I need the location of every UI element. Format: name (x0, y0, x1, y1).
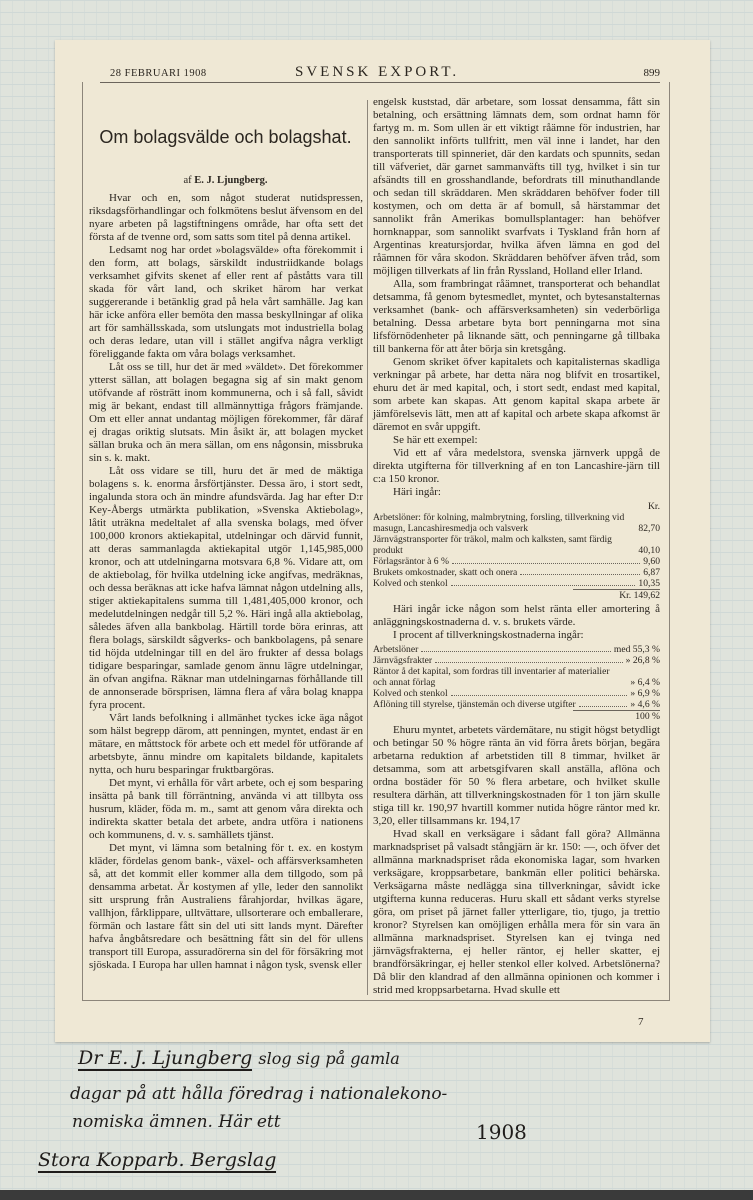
currency-label: Kr. (648, 501, 660, 512)
row-label: Brukets omkostnader, skatt och onera (373, 567, 518, 578)
paragraph: Häri ingår: (393, 486, 441, 498)
paragraph: Hvad skall en verksägare i sådant fall göra? Allmänna marknadspriset på valsadt stångjärn är kr. 150: —, och öfver det allmänna marknadspriset råda ekonomiska lagar, som hvarken verksägare, kroppsarbetare, bankmän eller politici behärska. Verksägarna måste nedlägga sina tillverkningar, såvidt icke utgifterna kunna reduceras. Huru skall ett sådant verks styrelse göra, om priset på järnet faller ytterligare, tio, tjugo, ja trettio kronor? Styrelsen kan omöjligen erhålla mera för sin vara än allmänna marknadspriset. Styrelsen kan ej tvinga ned järnvägsfrakterna, ej heller räntor, ej heller skatter, ej brandförsäkringar, ej heller stenkol eller kolved. Arbetslönerna? Då blir den klandrad af den allmänna opinionen och kommer i strid med kroppsarbetarna. Hvad skulle ett (373, 828, 660, 996)
journal-title: SVENSK EXPORT. (295, 64, 460, 80)
left-column (89, 192, 363, 972)
page-header (100, 62, 660, 83)
handwritten-line-4 (38, 1148, 276, 1172)
article-title: Om bolagsvälde och bolagshat. (99, 127, 352, 147)
table-row (373, 512, 660, 534)
row-value: med 55,3 % (613, 644, 660, 655)
column-divider (367, 100, 368, 995)
paragraph: engelsk kuststad, där arbetare, som lossat densamma, fått sin betalning, och ersättning lämnats dem, som ordnat hamn för fartyg m. m. Som ullen är ett viktigt råämne för industrien, har den sannolikt införts tullfritt, men väl inne i landet, har den transporterats till spinneriet, där den kardats och spunnits, sedan till väfveriet, där garnet sammanväfts till tyg, hvilket i sin tur afsändts till en grosshandlande, befordrats till minuthandlande och sedan till skräddaren. Men skräddaren behöfver foder till kostymen, och om detta är af bomull, så härstammar det sannolikt från Amerikas bomullsplantager: han behöfver hornknappar, som sannolikt svarfvats i Tyskland från horn af Argentinas kreatursjordar, hvilka äfven lämna en god del råämnen för våra skodon. Skräddaren behöfver äfven tråd, som möjligen tillverkats af lin från Ryssland, Holland eller Irland. (373, 96, 660, 277)
scan-edge (0, 1190, 753, 1200)
table-row (373, 655, 660, 666)
table-row (373, 699, 660, 710)
paragraph: Ledsamt nog har ordet »bolagsvälde» ofta förekommit i den form, att bolags, särskildt industriidkande bolags verksamhet gifvits skenet af eller rent af påståtts vara till skada för vårt land, och skriket härom har verkat suggererande i betänklig grad på hela vårt samhälle. Jag kan här icke anföra eller bemöta den massa beskyllningar af olika art för samhällsskada, som utslungats mot industriella bolag och deras ledare, utan vill i stället angifva några verkligt föreliggande fakta om våra bolags verksamhet. (89, 244, 363, 360)
row-value: » 6,4 % (630, 677, 660, 688)
handwritten-company: Stora Kopparb. Bergslag (38, 1149, 277, 1171)
paragraph: Alla, som frambringat råämnet, transporterat och behandlat detsamma, få genom bytesmedlet, myntet, och bytesanstalternas verksamhet (bank- och affärsverksamheten) sin vederbörliga betalning. Dessa arbetare byta bort penningarna mot sina lifsförnödenheter på liknande sätt, och penningarne gå tillbaka till bankerna för att åter börja sin kretsgång. (373, 278, 660, 355)
paragraph: Genom skriket öfver kapitalets och kapitalisternas skadliga verkningar på arbete, har detta nära nog blifvit en trosartikel, ehuru det är med kapital, och, i stort sedt, endast med kapital, som arbete kan skapas. Att genom kapital skapa arbete är jämförelsevis lätt, men att af kapital och arbete skapa afkomst är däremot en svår uppgift. (373, 356, 660, 433)
table-total: Kr. 149,62 (573, 589, 660, 601)
handwritten-line-3: nomiska ämnen. Här ett (72, 1112, 281, 1132)
paragraph: Hvar och en, som något studerat nutidspressen, riksdagsförhandlingar och folkmötens beslut äfvensom en del nyare arbeten på lagstiftningens område, har ofta sett det första af de tvenne ord, som satts som titel på denna artikel. (89, 192, 363, 243)
table-row (373, 556, 660, 567)
table-row (373, 534, 660, 556)
row-value: 9,60 (643, 556, 660, 567)
issue-date: 28 FEBRUARI 1908 (110, 68, 207, 79)
row-value: 6,87 (643, 567, 660, 578)
folio-number: 7 (638, 1016, 644, 1028)
paragraph: Låt oss vidare se till, huru det är med de mäktiga bolagens s. k. enorma årsförtjänster. Dessa äro, i stort sedt, ingalunda stora och än mindre afundsvärda. Jag har efter D:r Key-Åbergs utmärkta publikation, »Svenska Aktiebolag», låtit uträkna medeltalet af alla svenska bolags, med öfver 100,000 kronors aktiekapital, utdelningar och därvid funnit, att deras sammanlagda aktiekapital utgör 1,145,985,000 kronor, och att utdelningarna motsvara 6,8 %. Vidare att, om de aktiebolag, för hvilka utdelning icke angifvas, medräknas, och dessa beräknas att icke hafva lämnat någon utdelning alls, stiger aktiekapitalens summa till 1,481,405,000 kronor, och medelutdelningen nedgår till 5,2 %. Häri ingå alla aktiebolag, således äfven alla bankbolag. Härtill torde böra erinras, att flera bolags, särskildt sågverks- och bankbolagens, på senare tid höjda utdelningar till en del äro frukter af dessa bolags tidigare besparingar, samlade genom ännu lägre utdelningar, än ofvan angifna. Räknar man utdelningarnas förhållande till de annonserade börsprisen, lämna flera af våra bolag knappa fyra procent. (89, 465, 363, 711)
paragraph: Låt oss se till, hur det är med »väldet». Det förekommer ytterst sällan, att bolagen begagna sig af sin makt genom utöfvande af rösträtt inom kommunerna, och i så fall, såvidt mig är bekant, endast till allmännyttiga frågors främjande. Om ett eller annat undantag möjligen förekommer, får däraf ej dragas oriktig slutsats. Min åsikt är, att bolagen mycket sällan bruka och än mera sällan, om ens någonsin, missbruka sin s. k. makt. (89, 361, 363, 464)
row-value: » 4,6 % (630, 699, 660, 710)
table-total: 100 % (573, 710, 660, 722)
paragraph: Häri ingår icke någon som helst ränta eller amortering å anläggningskostnaderna d. v. s. brukets värde. (373, 603, 660, 628)
row-label: Aflöning till styrelse, tjänstemän och diverse utgifter (373, 699, 576, 710)
row-label: Järnvägstransporter för träkol, malm och kalksten, samt färdig produkt (373, 534, 612, 556)
row-value: » 26,8 % (625, 655, 660, 666)
paragraph: Se här ett exempel: (393, 434, 478, 446)
handwritten-line-2: dagar på att hålla föredrag i nationalekono- (70, 1084, 448, 1104)
row-label: Kolved och stenkol (373, 688, 448, 699)
author: E. J. Ljungberg. (194, 175, 268, 186)
row-label: Räntor å det kapital, som fordras till inventarier af materialier och annat förlag (373, 666, 610, 688)
handwritten-year: 1908 (476, 1120, 527, 1144)
handwritten-name: Dr E. J. Ljungberg (78, 1047, 253, 1069)
cost-table (373, 501, 660, 601)
table-row (373, 666, 660, 688)
paragraph: Vårt lands befolkning i allmänhet tyckes icke äga något som hälst begrepp därom, att penningen, myntet, endast är en mätare, en måttstock för arbete och ett medel för utförande af arbetsbyte, ännu mindre om kapitalets bildande, kapitalets nytta, och huru besparingar fruktbargöras. (89, 712, 363, 776)
byline (89, 174, 362, 187)
byline-prefix: af (183, 175, 192, 186)
page-number: 899 (643, 67, 660, 79)
paragraph: Vid ett af våra medelstora, svenska järnverk uppgå de direkta utgifterna för tillverkning af en ton Lancashire-järn till c:a 150 kronor. (373, 447, 660, 485)
row-value: 10,35 (638, 578, 660, 589)
right-column (373, 96, 660, 997)
row-value: 82,70 (638, 523, 660, 534)
row-label: Arbetslöner (373, 644, 419, 655)
handwritten-text: slog sig på gamla (258, 1049, 400, 1068)
handwritten-line-1 (78, 1046, 400, 1071)
row-value: 40,10 (638, 545, 660, 556)
row-value: » 6,9 % (630, 688, 660, 699)
table-row (373, 688, 660, 699)
row-label: Järnvägsfrakter (373, 655, 433, 666)
table-row (373, 644, 660, 655)
paragraph: I procent af tillverkningskostnaderna ingår: (393, 629, 584, 641)
table-row (373, 567, 660, 578)
row-label: Förlagsräntor à 6 % (373, 556, 449, 567)
table-row (373, 578, 660, 589)
paragraph: Det mynt, vi lämna som betalning för t. ex. en kostym kläder, fördelas genom bank-, växel- och affärsverksamheten så, att det kommit eller kommer alla dem tillgodo, som på densamma arbetat. Är kostymen af ylle, leder den sannolikt sitt ursprung från Australiens fårahjordar, hvilkas ägare, vallhjon, fårklippare, ulltvättare, ullsorterare och emballerare, förmän och lastare fått sin del uti sitt lands mynt. Därefter hafva ångbåtsredare och besättning fått sin del för ullens transport till Europa, assuradörerna sin del för försäkring mot sjöskada. I Europa har ullen hamnat i någon tysk, svensk eller (89, 842, 363, 971)
row-label: Kolved och stenkol (373, 578, 448, 589)
percent-table (373, 644, 660, 722)
row-label: Arbetslöner: för kolning, malmbrytning, forsling, tillverkning vid masugn, Lancashiresmedja och valsverk (373, 512, 625, 534)
paragraph: Det mynt, vi erhålla för vårt arbete, och ej som besparing insätta på bank till förräntning, använda vi att tillbyta oss husrum, kläder, föda m. m., samt att genom våra direkta och indirekta skatter betala det arbete, andra utföra i nationens och kommunens, d. v. s. samhällets tjänst. (89, 777, 363, 841)
paragraph: Ehuru myntet, arbetets värdemätare, nu stigit högst betydligt och betingar 50 % högre ränta än vid förra årets början, begära arbetarna reduktion af arbetstiden till 8 timmar, hvilket är detsamma, som att arbetsgifvaren skall anställa, aflöna och ordna bostäder för 50 % flera arbetare, och hvilket skulle resultera därhän, att tillverkningskostnaden för 1 ton järn skulle stiga till kr. 190,97 hvartill kommer nutida högre räntor med kr. 3,20, eller tillsammans kr. 194,17 (373, 724, 660, 827)
